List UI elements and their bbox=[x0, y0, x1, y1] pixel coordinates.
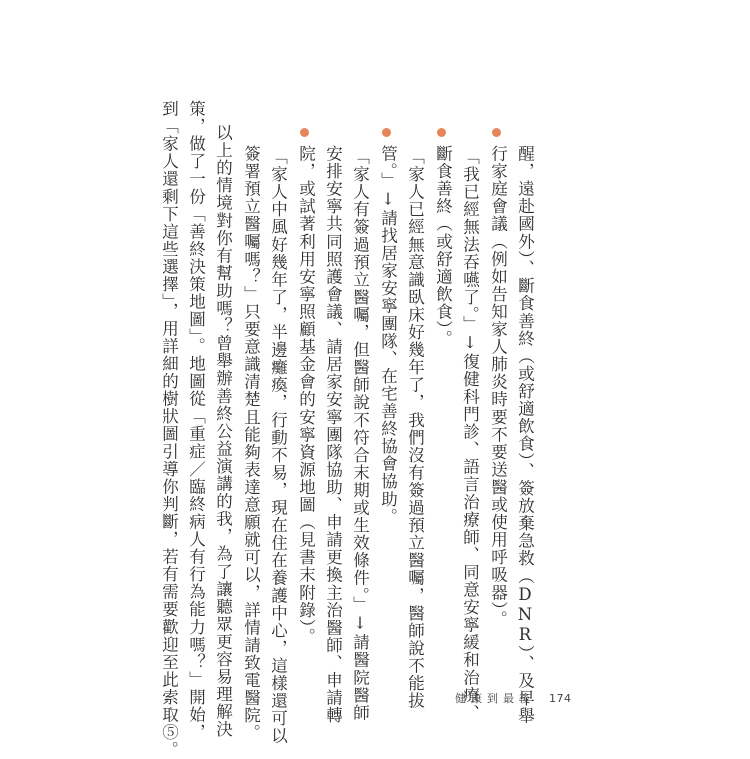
text-column-11: 簽署預立醫囑嗎？」只要意識清楚且能夠表達意願就可以，詳情請致電醫院。 bbox=[241, 145, 261, 742]
text-column-7: 「家人有簽過預立醫囑，但醫師說不符合末期或生效條件。」↓請醫院醫師 bbox=[350, 148, 370, 722]
text-column-3: 「我已經無法吞嚥了。」↓復健科門診、語言治療師、同意安寧緩和治療、 bbox=[460, 148, 480, 722]
text-column-14: 到「家人還剩下這些選擇」，用詳細的樹狀圖引導你判斷，若有需要歡迎至此索取⑤。 bbox=[159, 100, 179, 759]
page-number: 174 bbox=[549, 691, 572, 705]
text-column-6: 管。」↓請找居家安寧團隊、在宅善終協會協助。 bbox=[378, 145, 398, 526]
text-column-13: 策，做了一份「善終決策地圖」。地圖從「重症／臨終病人有行為能力嗎？」開始， bbox=[186, 100, 206, 742]
text-column-10: 「家人中風好幾年了，半邊癱瘓，行動不易，現在住在養護中心，這樣還可以 bbox=[268, 148, 288, 745]
running-title: 健康到最後 bbox=[455, 692, 535, 705]
text-column-4: 斷食善終（或舒適飲食）。 bbox=[433, 145, 453, 348]
text-column-12: 以上的情境對你有幫助嗎？曾舉辦善終公益演講的我，為了讓聽眾更容易理解決 bbox=[213, 124, 233, 739]
text-column-9: 院，或試著利用安寧照顧基金會的安寧資源地圖（見書末附錄）。 bbox=[296, 145, 316, 646]
text-column-2: 行家庭會議（例如告知家人肺炎時要不要送醫或使用呼吸器）。 bbox=[488, 145, 508, 629]
text-column-8: 安排安寧共同照護會議、請居家安寧團隊協助、申請更換主治醫師、申請轉 bbox=[323, 145, 343, 725]
bullet-dot-1 bbox=[492, 128, 501, 137]
bullet-dot-4 bbox=[300, 128, 309, 137]
bullet-dot-3 bbox=[382, 128, 391, 137]
bullet-dot-2 bbox=[437, 128, 446, 137]
text-column-1: 醒，遠赴國外）、斷食善終（或舒適飲食）、簽放棄急救（DNR）、及早舉 bbox=[515, 145, 535, 725]
page-footer bbox=[455, 690, 572, 706]
text-column-5: 「家人已經無意識臥床好幾年了，我們沒有簽過預立醫囑，醫師說不能拔 bbox=[405, 148, 425, 710]
